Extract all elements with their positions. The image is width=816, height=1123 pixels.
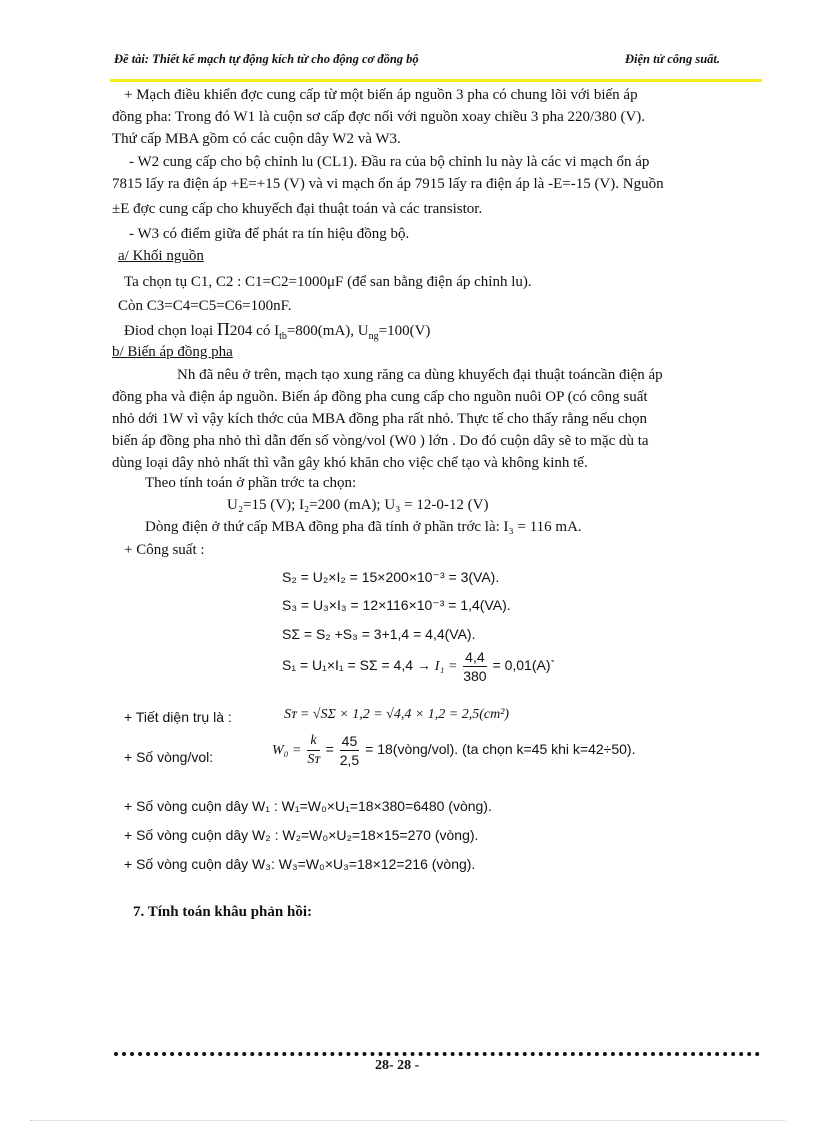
header-subject: Điện tử công suất. (625, 52, 721, 66)
paragraph-line: Nh đã nêu ở trên, mạch tạo xung răng ca dùng khuyếch đại thuật toáncần điện áp (177, 367, 663, 383)
label-turns-per-volt: + Số vòng/vol: (124, 749, 214, 765)
fraction: $\frac{k}{\text{Sᴛ}}$ (307, 733, 320, 767)
paragraph-line: + Mạch điều khiển đợc cung cấp từ một biến áp nguồn 3 pha có chung lõi với biến áp (124, 87, 638, 103)
paragraph-line: 7815 lấy ra điện áp +E=+15 (V) và vi mạch ổn áp 7915 lấy ra điện áp là -E=-15 (V). Nguồn (112, 176, 664, 192)
paragraph-line: Còn C3=C4=C5=C6=100nF. (118, 298, 292, 314)
formula-line: U₂=15 (V); I₂=200 (mA); U₃ = 12-0-12 (V) (227, 497, 489, 513)
fraction: $\frac{4,4}{380}$ (463, 649, 487, 684)
paragraph-line: ±E đợc cung cấp cho khuyếch đại thuật toán và các transistor. (112, 201, 483, 217)
page-number: 28- 28 - (375, 1058, 420, 1073)
paragraph-line: Thứ cấp MBA gồm có các cuộn dây W2 và W3. (112, 131, 401, 147)
turns-w2: + Số vòng cuộn dây W₂ : W₂=W₀×U₂=18×15=270 (vòng). (124, 827, 479, 843)
paragraph-line: nhỏ dới 1W vì vậy kích thớc của MBA đồng pha rất nhỏ. Thực tế cho thấy rằng nếu chọn (112, 411, 647, 427)
plus-minus-symbol: ± (112, 201, 121, 217)
formula-s-sigma: SΣ = S₂ +S₃ = 3+1,4 = 4,4(VA). (282, 626, 476, 642)
paragraph-line: dùng loại dây nhỏ nhất thì vẫn gây khó khăn cho việc chế tạo và không kinh tế. (112, 455, 588, 471)
paragraph-line: đồng pha: Trong đó W1 là cuộn sơ cấp đợc nối với nguồn xoay chiều 3 pha 220/380 (V). (112, 109, 646, 125)
page-edge (30, 1120, 786, 1121)
turns-w3: + Số vòng cuộn dây W₃: W₃=W₀×U₃=18×12=216 (vòng). (124, 856, 476, 872)
formula-cross-section: Sᴛ = √SΣ × 1,2 = √4,4 × 1,2 = 2,5(cm²) (284, 707, 510, 722)
formula-s2: S₂ = U₂×I₂ = 15×200×10⁻³ = 3(VA). (282, 569, 500, 585)
paragraph-line: Điod chọn loại Π204 có $I_{tb}=800(mA)$, $U_{ng}=100(V)$ (124, 319, 431, 342)
label-cross-section: + Tiết diện trụ là : (124, 709, 232, 725)
header-title: Đề tài: Thiết kế mạch tự động kích từ cho động cơ đồng bộ (114, 52, 419, 66)
turns-w1: + Số vòng cuộn dây W₁ : W₁=W₀×U₁=18×380=6480 (vòng). (124, 798, 492, 814)
subsection-heading-a: a/ Khối nguồn (118, 248, 204, 264)
footer-dotted-rule (114, 1052, 760, 1056)
formula-s3: S₃ = U₃×I₃ = 12×116×10⁻³ = 1,4(VA). (282, 597, 511, 613)
paragraph-line: Dòng điện ở thứ cấp MBA đồng pha đã tính ở phần trớc là: I₃ = 116 mA. (145, 519, 582, 535)
fraction: $\frac{45}{2,5}$ (339, 733, 360, 768)
formula-s1: S₁ = U₁×I₁ = SΣ = 4,4 → I₁ = $\frac{4,4}{380}$ = 0,01(A)` (282, 649, 556, 684)
paragraph-line: đồng pha và điện áp nguồn. Biến áp đồng pha cung cấp cho nguồn nuôi OP (có công suất (112, 389, 648, 405)
paragraph-line: biến áp đồng pha nhỏ thì dẫn đến số vòng/vol (W0 ) lớn . Do đó cuộn dây sẽ to mặc dù ta (112, 433, 649, 449)
paragraph-line: + Công suất : (124, 542, 205, 558)
paragraph-line: - W2 cung cấp cho bộ chỉnh lu (CL1). Đầu ra của bộ chỉnh lu này là các vi mạch ổn áp (129, 154, 650, 170)
section-heading-7: 7. Tính toán khâu phản hồi: (133, 904, 312, 920)
paragraph-line: Ta chọn tụ C1, C2 : C1=C2=1000μF (để san bằng điện áp chỉnh lu). (124, 274, 532, 290)
paragraph-line: Theo tính toán ở phần trớc ta chọn: (145, 475, 357, 491)
header-rule (110, 79, 762, 82)
formula-w0: W₀ = $\frac{k}{\text{Sᴛ}}$ = $\frac{45}{2,5}$ = 18(vòng/vol). (ta chọn k=45 khi k=42÷50). (272, 733, 636, 768)
subsection-heading-b: b/ Biến áp đồng pha (112, 344, 233, 360)
paragraph-line: - W3 có điểm giữa để phát ra tín hiệu đồng bộ. (129, 226, 410, 242)
